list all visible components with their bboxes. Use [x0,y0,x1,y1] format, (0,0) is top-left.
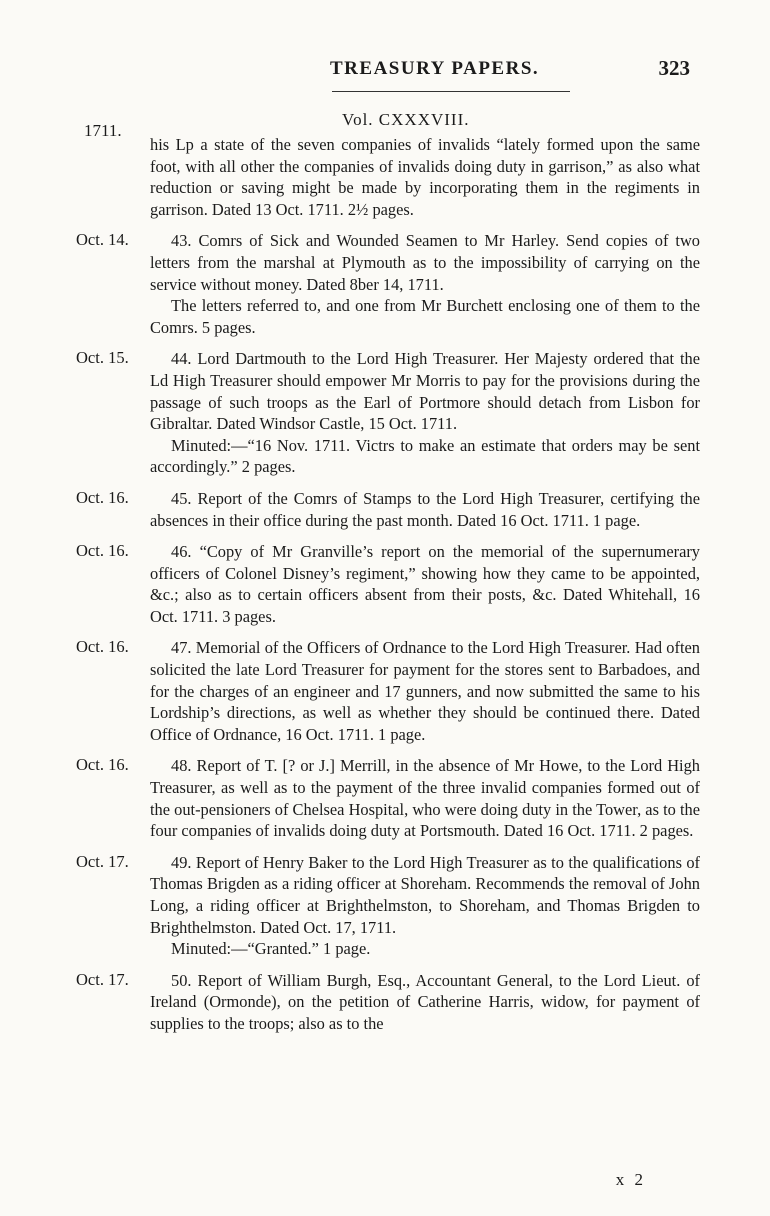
entry [0,970,770,1035]
entry-body [150,488,700,531]
entry [0,134,770,220]
entry-body [150,348,700,478]
entry-paragraph: 45. Report of the Comrs of Stamps to the Lord High Treasurer, certifying the absences in their office during the past month. Dated 16 Oct. 1711. 1 page. [150,488,700,530]
entry-paragraph: 46. “Copy of Mr Granville’s report on the memorial of the supernumerary officers of Colonel Disney’s regiment,” showing how they came to be appointed, &c.; also as to certain officers absent from their posts, &c. Dated Whitehall, 16 Oct. 1711. 3 pages. [150,542,700,626]
volume-heading: Vol. CXXXVIII. [342,110,470,129]
entry-paragraph: his Lp a state of the seven companies of invalids “lately formed upon the same foot, with all other the companies of invalids doing duty in garrison,” as also what reduction or saving might be made by incorporating them in the regiments in garrison. Dated 13 Oct. 1711. 2½ pages. [150,135,700,219]
entry-body [150,970,700,1035]
entry-date: Oct. 15. [76,348,129,368]
signature-mark: x 2 [615,1170,646,1189]
running-title: TREASURY PAPERS. [330,58,540,79]
margin-year: 1711. [84,121,122,140]
entry [0,488,770,531]
entry-date: Oct. 16. [76,487,129,507]
entry-date: Oct. 16. [76,541,129,561]
entry-body [150,541,700,627]
entry-date: Oct. 16. [76,637,129,657]
running-header [320,52,700,82]
entry-body [150,230,700,338]
entry-paragraph: 44. Lord Dartmouth to the Lord High Treasurer. Her Majesty ordered that the Ld High Treasurer should empower Mr Morris to pay for the provisions during the passage of such troops as the Earl of Portmore should detach from Lisbon for Gibraltar. Dated Windsor Castle, 15 Oct. 1711. [150,349,700,434]
entry [0,348,770,478]
entry-paragraph: Minuted:—“16 Nov. 1711. Victrs to make an estimate that orders may be sent accordingly.” 2 pages. [150,435,700,477]
entry-date: Oct. 16. [76,755,129,775]
entry-date: Oct. 14. [76,230,129,250]
entry-paragraph: 43. Comrs of Sick and Wounded Seamen to Mr Harley. Send copies of two letters from the marshal at Plymouth as to the impossibility of carrying on the service without money. Dated 8ber 14, 1711. [150,231,700,294]
entry-body [150,755,700,841]
entry-paragraph: The letters referred to, and one from Mr Burchett enclosing one of them to the Comrs. 5 pages. [150,296,700,337]
entries-list [0,134,770,1045]
entry-body [150,637,700,745]
entry [0,230,770,338]
page-number: 323 [658,56,690,80]
entry [0,852,770,960]
entry [0,755,770,841]
entry-paragraph: 47. Memorial of the Officers of Ordnance to the Lord High Treasurer. Had often solicited the late Lord Treasurer for payment for the stores sent to Barbadoes, and for the charges of an engineer and 17 gunners, and now submitted the same to his Lordship’s directions, as well as whether they should be continued there. Dated Office of Ordnance, 16 Oct. 1711. 1 page. [150,638,700,744]
entry-date: Oct. 17. [76,969,129,989]
entry-paragraph: 49. Report of Henry Baker to the Lord High Treasurer as to the qualifications of Thomas Brigden as a riding officer at Shoreham. Recommends the removal of John Long, a riding officer at Brighthelmston, to Shoreham, and Thomas Brigden to Brighthelmston. Dated Oct. 17, 1711. [150,852,700,937]
entry-paragraph: Minuted:—“Granted.” 1 page. [171,939,371,959]
entry-body [150,852,700,960]
entry [0,541,770,627]
header-rule [332,91,570,92]
entry-body [150,134,700,220]
entry-paragraph: 48. Report of T. [? or J.] Merrill, in the absence of Mr Howe, to the Lord High Treasurer, as well as to the payment of the three invalid companies formed out of the out-pensioners of Chelsea Hospital, who were doing duty in the Tower, as to the four companies of invalids doing duty at Portsmouth. Dated 16 Oct. 1711. 2 pages. [150,756,700,841]
entry [0,637,770,745]
entry-paragraph: 50. Report of William Burgh, Esq., Accountant General, to the Lord Lieut. of Ireland (Ormonde), on the petition of Catherine Harris, widow, for payment of supplies to the troops; also as to the [150,970,700,1033]
entry-date: Oct. 17. [76,851,129,871]
